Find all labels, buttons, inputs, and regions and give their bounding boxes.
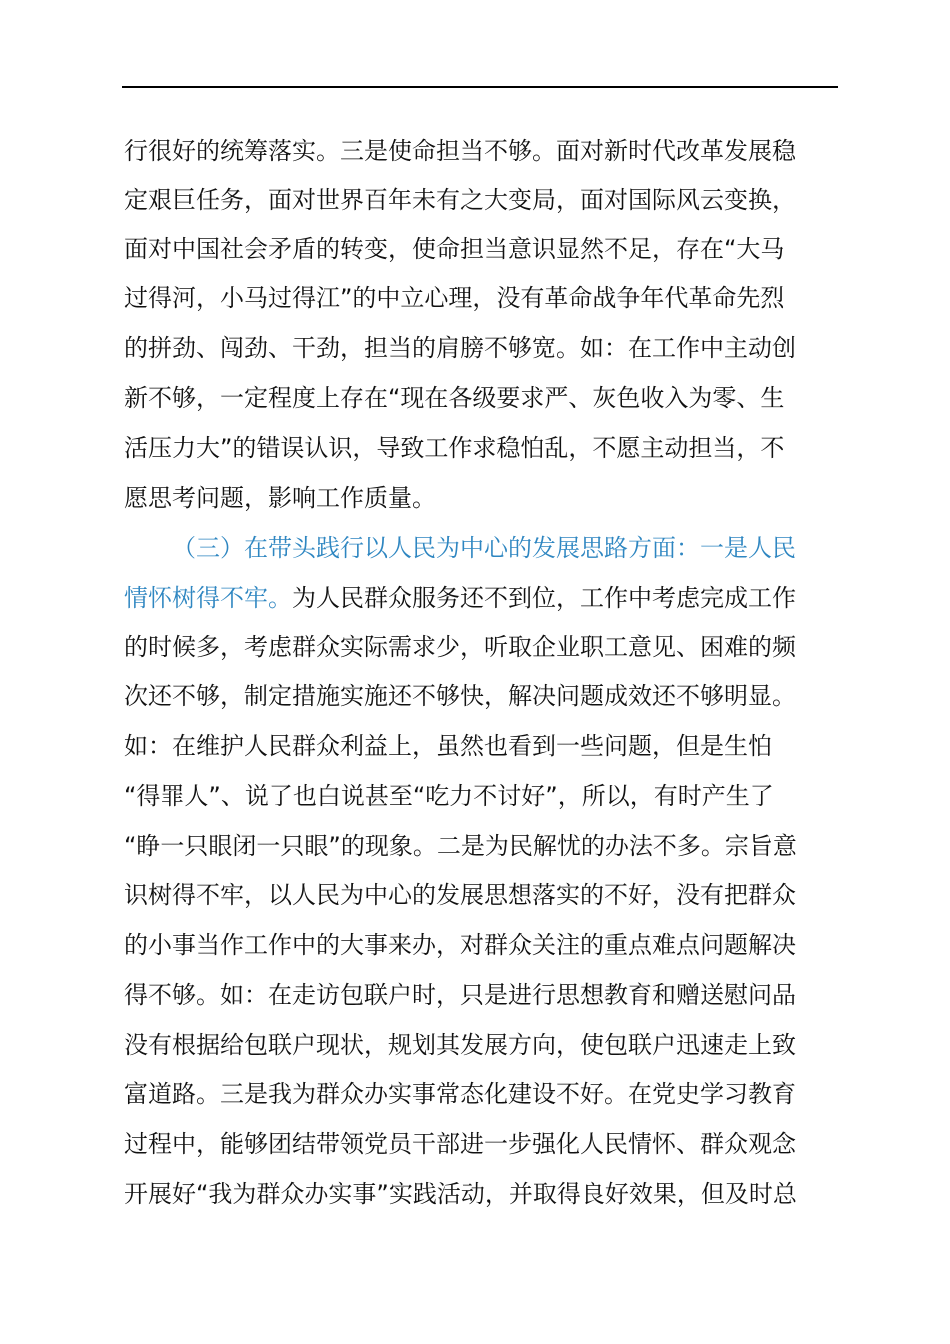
body-line: 的时候多，考虑群众实际需求少，听取企业职工意见、困难的频 [124,633,796,661]
section-heading: （三）在带头践行以人民为中心的发展思路方面：一是人民 [172,534,796,562]
body-line: 定艰巨任务，面对世界百年未有之大变局，面对国际风云变换， [124,186,796,214]
body-line: “得罪人”、说了也白说甚至“吃力不讨好”，所以，有时产生了 [124,782,774,810]
body-text-run: 为人民群众服务还不到位，工作中考虑完成工作 [292,584,796,612]
body-line: 过程中，能够团结带领党员干部进一步强化人民情怀、群众观念 [124,1130,796,1158]
section-heading-highlight: 情怀树得不牢。 [124,584,292,612]
body-line: 的拼劲、闯劲、干劲，担当的肩膀不够宽。如：在工作中主动创 [124,334,796,362]
body-line: 开展好“我为群众办实事”实践活动，并取得良好效果，但及时总 [124,1180,797,1208]
body-line: 活压力大”的错误认识，导致工作求稳怕乱，不愿主动担当，不 [124,434,785,462]
body-line: 新不够，一定程度上存在“现在各级要求严、灰色收入为零、生 [124,384,785,412]
header-rule [122,86,838,88]
body-line: 如：在维护人民群众利益上，虽然也看到一些问题，但是生怕 [124,732,772,760]
body-line: 富道路。三是我为群众办实事常态化建设不好。在党史学习教育 [124,1080,796,1108]
body-line: 识树得不牢，以人民为中心的发展思想落实的不好，没有把群众 [124,881,796,909]
body-line: 得不够。如：在走访包联户时，只是进行思想教育和赠送慰问品 [124,981,796,1009]
body-line: 没有根据给包联户现状，规划其发展方向，使包联户迅速走上致 [124,1031,796,1059]
body-line: 过得河，小马过得江”的中立心理，没有革命战争年代革命先烈 [124,284,785,312]
body-line: 行很好的统筹落实。三是使命担当不够。面对新时代改革发展稳 [124,137,796,165]
body-line: 的小事当作工作中的大事来办，对群众关注的重点难点问题解决 [124,931,796,959]
body-line: 面对中国社会矛盾的转变，使命担当意识显然不足，存在“大马 [124,235,785,263]
body-line: 次还不够，制定措施实施还不够快，解决问题成效还不够明显。 [124,682,796,710]
body-line: “睁一只眼闭一只眼”的现象。二是为民解忧的办法不多。宗旨意 [124,832,797,860]
section-heading-continuation [124,573,840,623]
body-line: 愿思考问题，影响工作质量。 [124,484,436,512]
